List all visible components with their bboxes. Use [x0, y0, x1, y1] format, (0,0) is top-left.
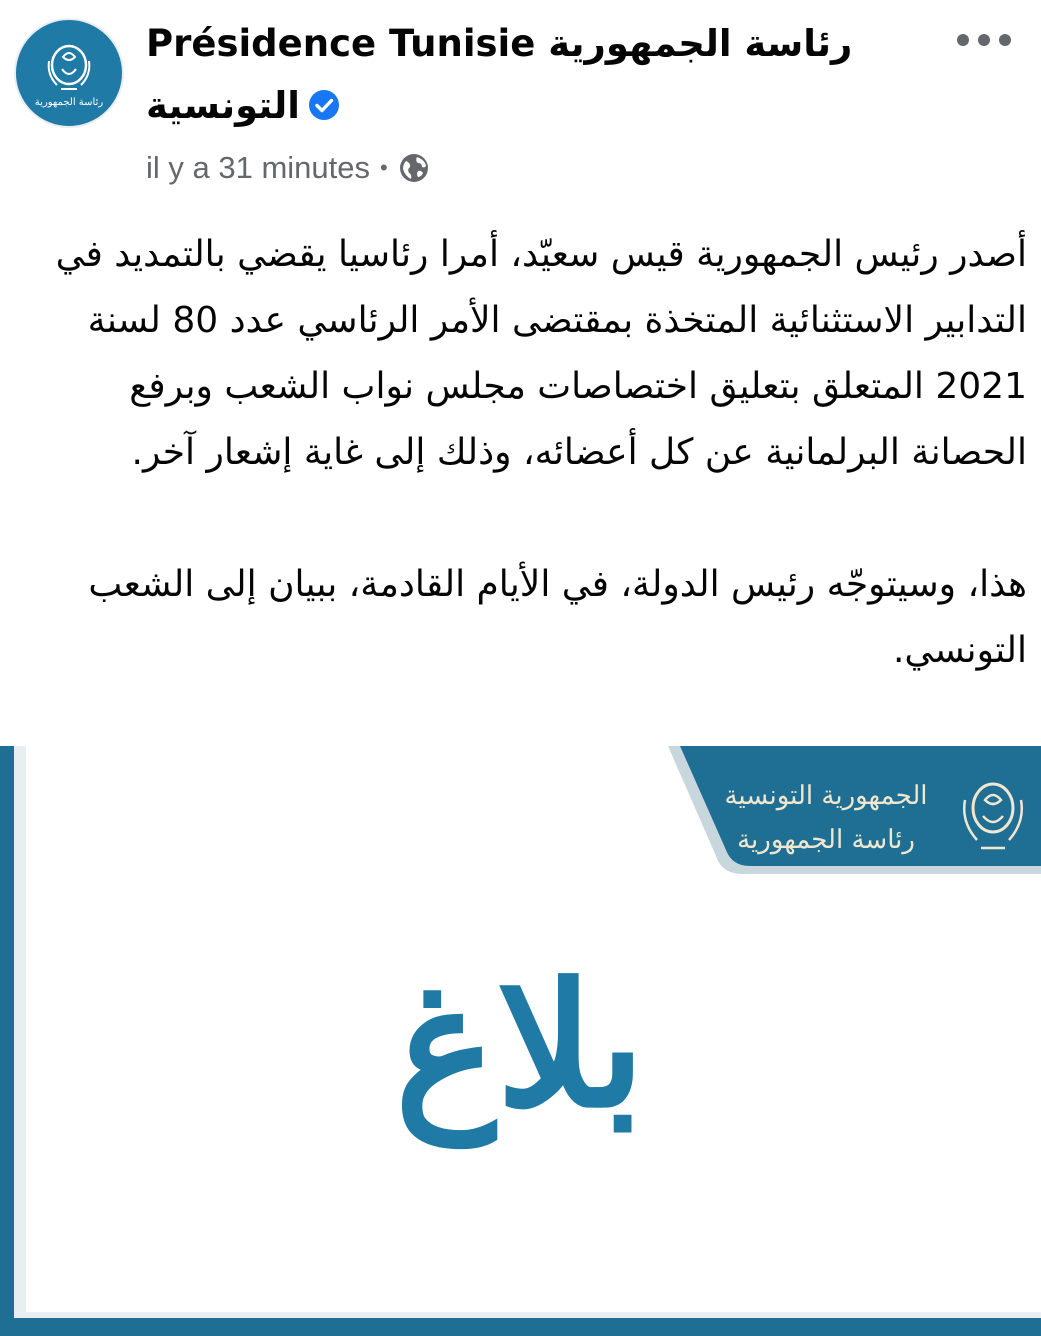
post-timestamp[interactable]: il y a 31 minutes: [146, 150, 370, 185]
presidency-emblem-icon: [43, 39, 95, 95]
more-options-icon[interactable]: [957, 28, 1011, 52]
page-avatar[interactable]: [14, 18, 124, 128]
more-dot: [999, 34, 1011, 46]
announcement-title: بلاغ: [394, 946, 646, 1146]
avatar-caption: رئاسة الجمهورية: [34, 96, 104, 108]
banner-emblem-icon: [953, 764, 1033, 856]
more-dot: [978, 34, 990, 46]
post-paragraph-2: هذا، وسيتوجّه رئيس الدولة، في الأيام القادمة، ببيان إلى الشعب التونسي.: [88, 564, 1027, 671]
post-meta: [146, 146, 430, 190]
verified-badge-icon: [308, 89, 340, 121]
page-name-continued[interactable]: [146, 80, 340, 130]
page-name[interactable]: Présidence Tunisie رئاسة الجمهورية: [146, 22, 853, 65]
globe-icon[interactable]: [398, 152, 430, 184]
post-paragraph-1: أصدر رئيس الجمهورية قيس سعيّد، أمرا رئاسيا يقضي بالتمديد في التدابير الاستثنائية المتخذة بمقتضى الأمر الرئاسي عدد 80 لسنة 2021 المتعلق بتعليق اختصاصات مجلس نواب الشعب وبرفع الحصانة البرلمانية عن كل أعضائه، وذلك إلى غاية إشعار آخر.: [55, 234, 1027, 473]
post-image[interactable]: [0, 746, 1041, 1336]
image-banner-title: [711, 774, 941, 862]
post-body: [50, 222, 1027, 684]
page-name-line2[interactable]: التونسية: [146, 83, 300, 127]
more-dot: [957, 34, 969, 46]
banner-line-1: الجمهورية التونسية: [724, 781, 928, 811]
banner-line-2: رئاسة الجمهورية: [737, 825, 915, 855]
meta-separator: •: [380, 155, 388, 180]
